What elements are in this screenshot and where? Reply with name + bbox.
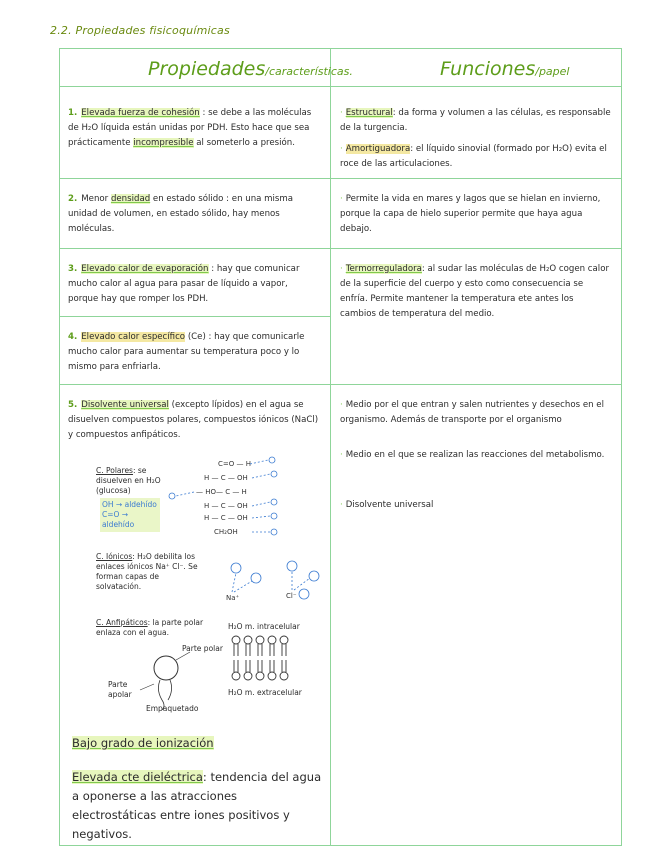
property-4-text: (Ce) : hay que comunicarle mucho calor para aumentar su temperatura poco y lo mismo para enfriarla. — [68, 332, 305, 372]
ionizacion-text: Bajo grado de ionización — [72, 736, 214, 750]
header-properties — [148, 58, 353, 80]
property-2 — [68, 192, 320, 237]
property-1 — [68, 106, 320, 151]
function-4c: · Disolvente universal — [340, 500, 434, 510]
property-3-text: : hay que comunicar mucho calor al agua para pasar de líquido a vapor, porque hay que romper los PDH. — [68, 264, 300, 304]
property-5-text: (excepto lípidos) en el agua se disuelven compuestos polares, compuestos iónicos (NaCl) y compuestos anfipáticos. — [68, 400, 319, 440]
svg-text:CH₂OH: CH₂OH — [214, 528, 238, 536]
dielectrica-term: Elevada cte dieléctrica — [72, 770, 203, 784]
ionicos-note: : H₂O debilita los enlaces iónicos Na⁺ Cl⁻. Se forman capas de solvatación. — [96, 552, 198, 591]
glucose-hydration-diagram — [160, 456, 280, 546]
property-2-number: 2. — [68, 194, 78, 204]
oh-aldehido: OH → aldehído — [102, 500, 157, 509]
intracelular-label: H₂O m. intracelular — [228, 622, 300, 631]
empaquetado-label: Empaquetado — [146, 704, 199, 713]
function-4a-text: Medio por el que entran y salen nutrientes y desechos en el organismo. Además de transporte por el organismo — [340, 400, 604, 425]
row-divider-2 — [59, 248, 622, 249]
svg-text:— HO— C — H: — HO— C — H — [196, 488, 247, 496]
header-properties-main: Propiedades — [148, 58, 266, 80]
property-3 — [68, 262, 320, 307]
property-2-text: en estado sólido : en una misma unidad de volumen, en estado sólido, hay menos moléculas. — [68, 194, 294, 234]
row-divider-3 — [59, 384, 622, 385]
property-1-text: : se debe a las moléculas de H₂O líquida están unidas por PDH. Esto hace que sea prácticamente — [68, 108, 312, 148]
property-1-term2: incompresible — [133, 138, 194, 148]
property-4-number: 4. — [68, 332, 78, 342]
function-4c-text: Disolvente universal — [345, 500, 434, 510]
property-5 — [68, 398, 320, 443]
polares-title: C. Polares — [96, 466, 133, 475]
ionicos-title: C. Iónicos — [96, 552, 133, 561]
property-5-number: 5. — [68, 400, 78, 410]
svg-text:H — C — OH: H — C — OH — [204, 514, 248, 522]
parte-apolar-label: Parte apolar — [108, 680, 132, 699]
ionicos-label — [96, 552, 206, 592]
dielectrica-note — [72, 768, 324, 844]
na-ion: Na⁺ — [226, 594, 240, 602]
function-1a-term: Estructural — [345, 108, 393, 118]
anfipaticos-note: : la parte polar enlaza con el agua. — [96, 618, 204, 637]
svg-text:H — C — OH: H — C — OH — [204, 474, 248, 482]
row-divider-3b — [59, 316, 330, 317]
function-4a: · Medio por el que entran y salen nutrientes y desechos en el organismo. Además de transporte por el organismo — [340, 400, 604, 425]
property-3-number: 3. — [68, 264, 78, 274]
function-3: · Termorreguladora: al sudar las moléculas de H₂O cogen calor de la superficie del cuerpo y esto como consecuencia se enfría. Permite mantener la temperatura ete antes los cambios de temperatura del medio. — [340, 264, 609, 319]
function-1b-text: : el líquido sinovial (formado por H₂O) evita el roce de las articulaciones. — [340, 144, 607, 169]
property-3-term: Elevado calor de evaporación — [81, 264, 209, 274]
anfipaticos-label — [96, 618, 206, 638]
function-4b-text: Medio en el que se realizan las reacciones del metabolismo. — [345, 450, 605, 460]
function-1b-term: Amortiguadora — [345, 144, 411, 154]
function-1a-text: : da forma y volumen a las células, es responsable de la turgencia. — [340, 108, 611, 133]
function-1b: · Amortiguadora: el líquido sinovial (formado por H₂O) evita el roce de las articulaciones. — [340, 144, 607, 169]
cl-ion: Cl⁻ — [286, 592, 297, 600]
c-aldehido: C=O → aldehído — [102, 510, 135, 529]
function-3-term: Termorreguladora — [345, 264, 422, 274]
aldehido-box — [100, 498, 160, 532]
svg-text:H — C — OH: H — C — OH — [204, 502, 248, 510]
property-2-pre: Menor — [81, 194, 109, 204]
header-functions-main: Funciones — [440, 58, 536, 80]
property-1-term: Elevada fuerza de cohesión — [81, 108, 200, 118]
ionic-solvation-diagram — [222, 556, 326, 602]
glucosa-label: (glucosa) — [96, 486, 131, 495]
function-2: · Permite la vida en mares y lagos que se hielan en invierno, porque la capa de hielo superior permite que haya agua debajo. — [340, 194, 601, 234]
parte-polar-label: Parte polar — [182, 644, 223, 653]
function-3-text: : al sudar las moléculas de H₂O cogen calor de la superficie del cuerpo y esto como consecuencia se enfría. Permite mantener la temperatura ete antes los cambios de temperatura del medio. — [340, 264, 609, 319]
header-functions — [440, 58, 569, 80]
property-5-term: Disolvente universal — [81, 400, 169, 410]
property-2-term: densidad — [110, 194, 151, 204]
membrane-bilayer-diagram — [228, 634, 298, 682]
section-title: 2.2. Propiedades fisicoquímicas — [50, 24, 230, 37]
property-1-number: 1. — [68, 108, 78, 118]
function-4b: · Medio en el que se realizan las reacciones del metabolismo. — [340, 450, 605, 460]
polares-note: : se disuelven en H₂O — [96, 466, 161, 485]
property-4 — [68, 330, 320, 375]
anfipaticos-title: C. Anfipáticos — [96, 618, 148, 627]
extracelular-label: H₂O m. extracelular — [228, 688, 302, 697]
function-2-text: Permite la vida en mares y lagos que se hielan en invierno, porque la capa de hielo superior permite que haya agua debajo. — [340, 194, 601, 234]
property-1-tail: al someterlo a presión. — [196, 138, 295, 148]
ionizacion-note — [72, 734, 214, 753]
column-divider — [330, 48, 331, 846]
svg-text:C=O — H: C=O — H — [218, 460, 251, 468]
property-4-term: Elevado calor específico — [81, 332, 186, 342]
row-divider-1 — [59, 178, 622, 179]
function-1a: · Estructural: da forma y volumen a las células, es responsable de la turgencia. — [340, 108, 611, 133]
header-divider — [59, 86, 622, 87]
header-properties-sub: /características. — [265, 65, 353, 78]
header-functions-sub: /papel — [535, 65, 570, 78]
dielectrica-text: : tendencia del agua a oponerse a las atracciones electrostáticas entre iones positivos y negativos. — [72, 770, 322, 841]
